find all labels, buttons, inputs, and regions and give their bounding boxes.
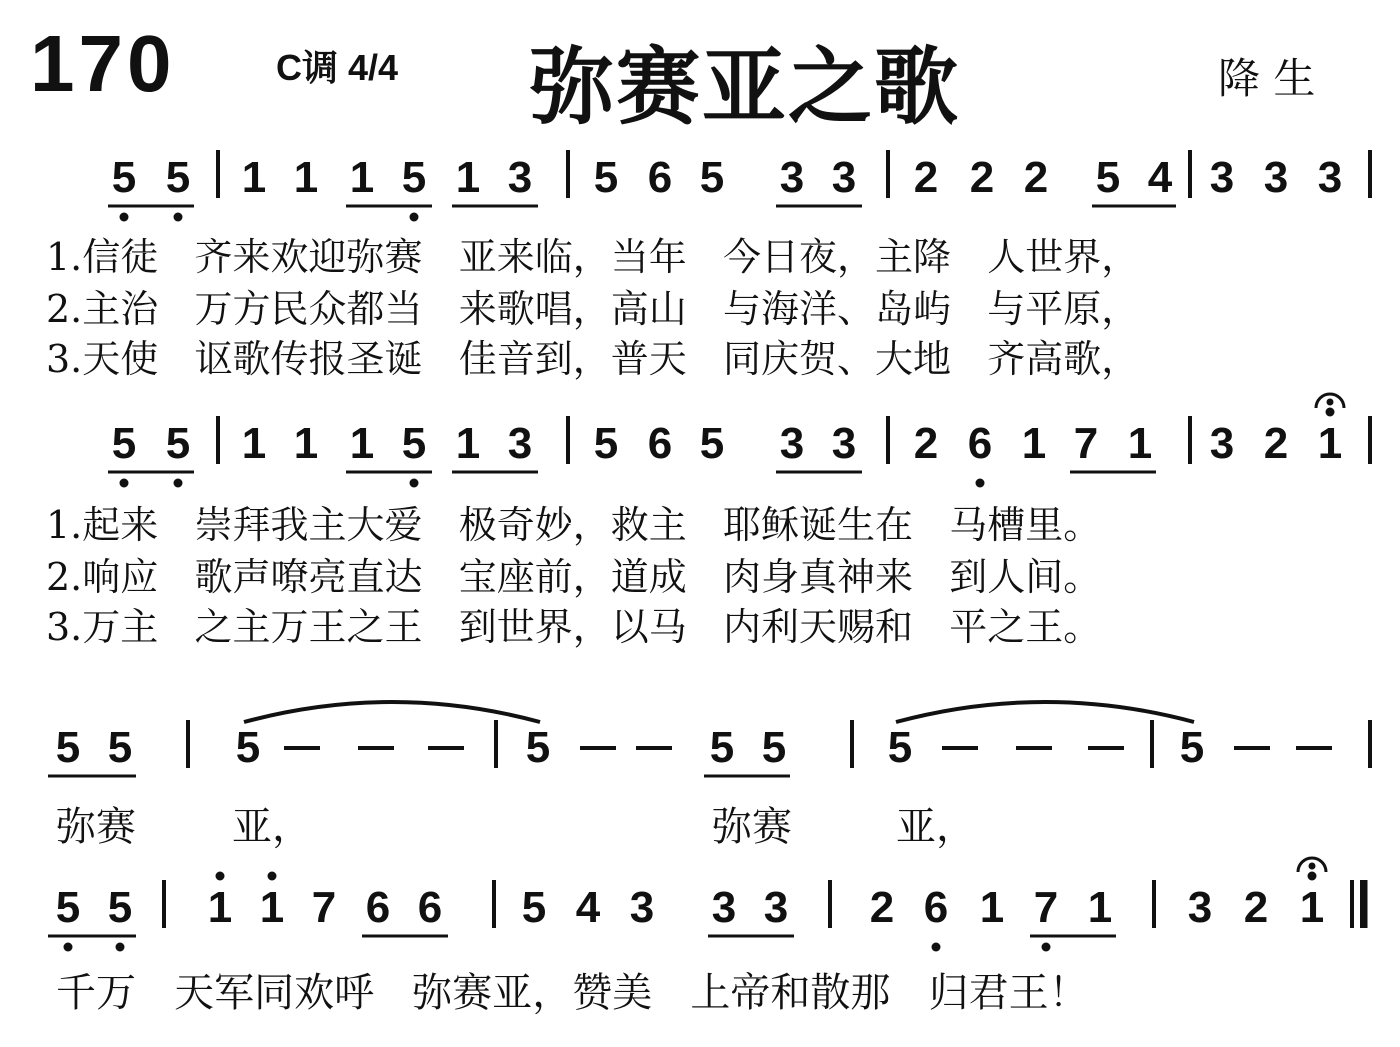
note: 1 (207, 883, 233, 932)
note: 1 (455, 153, 481, 202)
octave-low-dot (120, 213, 129, 222)
lyric-line: 3.万主 之主万王之王 到世界，以马 内利天赐和 平之王。 (46, 605, 1102, 649)
note: 6 (967, 419, 993, 468)
octave-high-dot (216, 872, 225, 881)
lyric-word: 亚， (896, 804, 976, 850)
octave-low-dot (174, 479, 183, 488)
note: 3 (1209, 153, 1235, 202)
note: 2 (1023, 153, 1049, 202)
note: 1 (259, 883, 285, 932)
lyric-word: 亚， (232, 804, 312, 850)
note: 5 (593, 153, 619, 202)
note: 1 (241, 153, 267, 202)
note: 7 (311, 883, 337, 932)
note: 1 (1127, 419, 1153, 468)
note: 1 (1087, 883, 1113, 932)
note: 1 (455, 419, 481, 468)
note: 1 (1299, 883, 1325, 932)
note: 3 (629, 883, 655, 932)
note: 6 (647, 153, 673, 202)
note: 5 (165, 419, 191, 468)
note: 5 (1179, 723, 1205, 772)
octave-low-dot (116, 943, 125, 952)
note: 1 (349, 419, 375, 468)
note: 5 (107, 723, 133, 772)
attribution: 降 生 (1218, 54, 1316, 103)
note: 3 (1209, 419, 1235, 468)
note: 5 (401, 153, 427, 202)
note: 6 (923, 883, 949, 932)
lyric-line: 2.主治 万方民众都当 来歌唱，高山 与海洋、岛屿 与平原， (46, 287, 1140, 331)
octave-high-dot (268, 872, 277, 881)
note: 3 (779, 419, 805, 468)
octave-low-dot (932, 943, 941, 952)
lyric-line: 2.响应 歌声嘹亮直达 宝座前，道成 肉身真神来 到人间。 (46, 555, 1102, 599)
hymn-number: 170 (30, 19, 176, 108)
note: 5 (235, 723, 261, 772)
octave-low-dot (410, 213, 419, 222)
note: 3 (1317, 153, 1343, 202)
lyric-word: 弥赛 (712, 804, 792, 850)
note: 5 (593, 419, 619, 468)
note: 2 (913, 153, 939, 202)
octave-low-dot (1042, 943, 1051, 952)
note: 1 (349, 153, 375, 202)
lyric-line: 3.天使 讴歌传报圣诞 佳音到，普天 同庆贺、大地 齐高歌， (46, 337, 1140, 381)
note: 1 (1317, 419, 1343, 468)
note: 3 (831, 153, 857, 202)
note: 5 (525, 723, 551, 772)
note: 5 (699, 153, 725, 202)
note: 3 (831, 419, 857, 468)
note: 3 (711, 883, 737, 932)
note: 3 (779, 153, 805, 202)
fermata-dot (1327, 399, 1334, 406)
octave-high-dot (1308, 872, 1317, 881)
octave-high-dot (1326, 408, 1335, 417)
note: 5 (55, 723, 81, 772)
page-title: 弥赛亚之歌 (530, 38, 961, 136)
note: 1 (293, 153, 319, 202)
octave-low-dot (976, 479, 985, 488)
note: 5 (111, 419, 137, 468)
note: 3 (507, 419, 533, 468)
key-signature: C调 4/4 (276, 47, 399, 88)
note: 6 (647, 419, 673, 468)
note: 7 (1073, 419, 1099, 468)
note: 4 (575, 883, 601, 932)
note: 5 (699, 419, 725, 468)
note: 2 (1243, 883, 1269, 932)
note: 2 (1263, 419, 1289, 468)
note: 1 (1021, 419, 1047, 468)
note: 5 (111, 153, 137, 202)
note: 3 (763, 883, 789, 932)
note: 4 (1147, 153, 1173, 202)
note: 3 (507, 153, 533, 202)
lyric-line: 千万 天军同欢呼 弥赛亚，赞美 上帝和散那 归君王！ (56, 970, 1089, 1016)
note: 3 (1187, 883, 1213, 932)
note: 5 (165, 153, 191, 202)
note: 5 (709, 723, 735, 772)
octave-low-dot (64, 943, 73, 952)
note: 6 (417, 883, 443, 932)
lyric-word: 弥赛 (56, 804, 136, 850)
octave-low-dot (120, 479, 129, 488)
note: 5 (521, 883, 547, 932)
note: 1 (979, 883, 1005, 932)
note: 5 (107, 883, 133, 932)
lyric-line: 1.信徒 齐来欢迎弥赛 亚来临，当年 今日夜，主降 人世界， (46, 235, 1140, 279)
lyric-line: 1.起来 崇拜我主大爱 极奇妙，救主 耶稣诞生在 马槽里。 (46, 503, 1102, 547)
fermata-dot (1309, 863, 1316, 870)
note: 1 (241, 419, 267, 468)
note: 2 (869, 883, 895, 932)
note: 7 (1033, 883, 1059, 932)
octave-low-dot (410, 479, 419, 488)
note: 2 (913, 419, 939, 468)
note: 5 (55, 883, 81, 932)
note: 6 (365, 883, 391, 932)
note: 3 (1263, 153, 1289, 202)
note: 5 (401, 419, 427, 468)
tie-arc (896, 702, 1194, 722)
octave-low-dot (174, 213, 183, 222)
note: 1 (293, 419, 319, 468)
note: 2 (969, 153, 995, 202)
tie-arc (244, 702, 540, 722)
note: 5 (1095, 153, 1121, 202)
note: 5 (887, 723, 913, 772)
note: 5 (761, 723, 787, 772)
